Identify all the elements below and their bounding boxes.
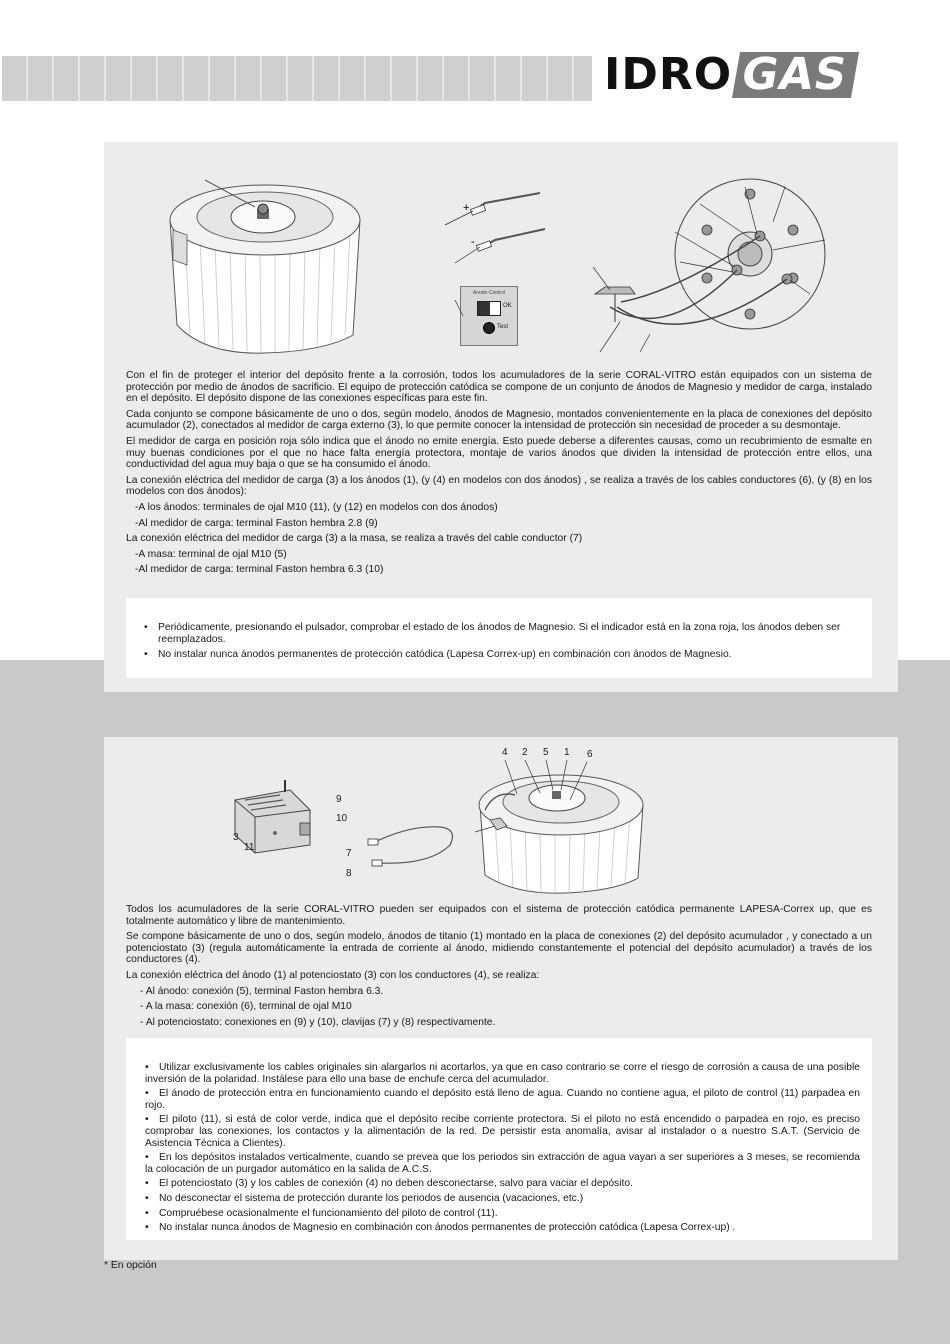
- section1-warnings: [126, 598, 872, 678]
- s1-paragraph-mass: La conexión eléctrica del medidor de carga (3) a la masa, se realiza a través del cable conductor (7): [126, 533, 583, 545]
- cable-diagram: [445, 185, 555, 265]
- warning-item: • No instalar nunca ánodos permanentes de protección catódica (Lapesa Correx-up) en combinación con ánodos de Magnesio.: [144, 649, 732, 661]
- s1-paragraph-1: Con el fin de proteger el interior del depósito frente a la corrosión, todos los acumuladores de la serie CORAL-VITRO están equipados con un sistema de protección por medio de ánodos de sacrificio. El equipo de protección catódica se compone de un conjunto de ánodos de Magnesio y medidor de carga, instalado en el depósito. El depósito dispone de las conexiones específicas para este fin.: [126, 370, 872, 405]
- warning-item: • No desconectar el sistema de protección durante los periodos de ausencia (vacaciones, etc.): [145, 1192, 584, 1204]
- tank-illustration-correx: [475, 760, 650, 900]
- callout-7: 7: [346, 848, 352, 859]
- warning-item: • Compruébese ocasionalmente el funcionamiento del piloto de control (11).: [145, 1207, 498, 1219]
- callout-3: 3: [233, 832, 239, 843]
- callout-1: 1: [564, 747, 570, 758]
- s2-list-item: - A la masa: conexión (6), terminal de ojal M10: [140, 1001, 352, 1013]
- callout-5: 5: [543, 747, 549, 758]
- s2-list-item: - Al ánodo: conexión (5), terminal Faston hembra 6.3.: [140, 985, 384, 997]
- s1-paragraph-4: La conexión eléctrica del medidor de carga (3) a los ánodos (1), (y (4) en modelos con dos ánodos) , se realiza a través de los cables conductores (6), (y (8) en los modelos con dos ánodos):: [126, 474, 872, 498]
- header-band: [2, 56, 592, 101]
- meter-ok-label: OK: [503, 303, 512, 309]
- callout-10: 10: [336, 813, 348, 824]
- svg-text:-: -: [471, 236, 475, 248]
- logo-gas: GAS: [732, 52, 859, 98]
- s1-list-a-item: -A los ánodos: terminales de ojal M10 (11), (y (12) en modelos con dos ánodos): [135, 501, 498, 513]
- s1-paragraph-2: Cada conjunto se compone básicamente de uno o dos, según modelo, ánodos de Magnesio, montados convenientemente en la placa de conexiones del depósito acumulador (2), conectados al medidor de carga externo (3), lo que permite conocer la intensidad de protección sin necesidad de proceder a su desmontaje.: [126, 408, 872, 432]
- callout-8: 8: [346, 868, 352, 879]
- warning-item: • No instalar nunca ánodos de Magnesio en combinación con ánodos permanentes de protección catódica (Lapesa Correx-up) .: [145, 1222, 736, 1234]
- callout-11: 11: [244, 842, 255, 853]
- section2-warnings: [126, 1038, 872, 1240]
- s1-list-b-item: -Al medidor de carga: terminal Faston hembra 6.3 (10): [135, 564, 384, 576]
- warning-item: • El potenciostato (3) y los cables de conexión (4) no deben desconectarse, salvo para vaciar el depósito.: [145, 1178, 633, 1190]
- s2-list-item: - Al potenciostato: conexiones en (9) y (10), clavijas (7) y (8) respectivamente.: [140, 1016, 496, 1028]
- s1-list-b-item: -A masa: terminal de ojal M10 (5): [135, 548, 287, 560]
- callout-2: 2: [522, 747, 528, 758]
- callout-6: 6: [587, 749, 593, 760]
- meter-test-label: Test: [497, 324, 509, 330]
- meter-callout-line: [455, 300, 475, 320]
- brand-logo: [604, 49, 855, 100]
- svg-text:+: +: [463, 202, 470, 214]
- callout-9: 9: [336, 794, 342, 805]
- section2-text: [126, 904, 872, 1032]
- potentiostat-cables: [350, 815, 460, 875]
- section1-text: [126, 370, 872, 580]
- warning-item: • Utilizar exclusivamente los cables originales sin alargarlos ni acortarlos, ya que en caso contrario se corre el riesgo de corrosión a causa de una posible inversión de la polaridad. Instálese para ello una base de enchufe cerca del acumulador.: [145, 1062, 860, 1085]
- warning-item: • El piloto (11), si está de color verde, indica que el depósito recibe corriente protectora. Si el piloto no está encendido o parpadea en rojo, es preciso comprobar las conexiones, los contactos y la alimentación de la red. De persistir esta anomalía, avisar al instalador o a nuestro S.A.T. (Servicio de Asistencia Técnica a Clientes).: [145, 1114, 860, 1149]
- meter-title: Anode-Control: [472, 290, 506, 296]
- s1-list-a-item: -Al medidor de carga: terminal Faston hembra 2.8 (9): [135, 517, 378, 529]
- warning-item: • Periódicamente, presionando el pulsador, comprobar el estado de los ánodos de Magnesio. Si el indicador está en la zona roja, los ánodos deben ser reemplazados.: [144, 622, 841, 645]
- warning-item: • El ánodo de protección entra en funcionamiento cuando el depósito está lleno de agua. Cuando no contiene agua, el piloto de control (11) parpadea en rojo.: [145, 1088, 860, 1111]
- footnote: * En opción: [104, 1260, 157, 1271]
- meter-test-button: [483, 322, 495, 334]
- warning-item: • En los depósitos instalados verticalmente, cuando se prevea que los periodos sin extracción de agua vayan a ser superiores a 3 meses, se recomienda la colocación de un purgador automático en la salida de A.C.S.: [145, 1152, 860, 1175]
- s2-paragraph-3: La conexión eléctrica del ánodo (1) al potenciostato (3) con los conductores (4), se realiza:: [126, 969, 540, 981]
- s1-paragraph-3: El medidor de carga en posición roja sólo indica que el ánodo no emite energía. Esto puede deberse a diferentes causas, como un recubrimiento de esmalte en muy buenas condiciones por el que no hace falta energía protectora, montaje de varios ánodos que dividen la intensidad de protección entre ellos, una conductividad del agua muy baja o que se ha consumido el ánodo.: [126, 435, 872, 471]
- meter-indicator: [477, 301, 501, 316]
- s2-paragraph-2: Se compone básicamente de uno o dos, según modelo, ánodos de titanio (1) montado en la placa de conexiones (2) del depósito acumulador , y conectado a un potenciostato (3) (regula automáticamente la entrada de corriente al ánodo, midiendo constantemente el potencial del depósito acumulador) a través de los conductores (4).: [126, 931, 872, 966]
- callout-4: 4: [502, 747, 508, 758]
- logo-idro: IDRO: [604, 49, 733, 100]
- tank-illustration-magnesium: [165, 175, 365, 360]
- s2-paragraph-1: Todos los acumuladores de la serie CORAL-VITRO pueden ser equipados con el sistema de protección catódica permanente LAPESA-Correx up, que es totalmente automático y libre de mantenimiento.: [126, 904, 872, 927]
- connection-plate-illustration: [585, 182, 835, 352]
